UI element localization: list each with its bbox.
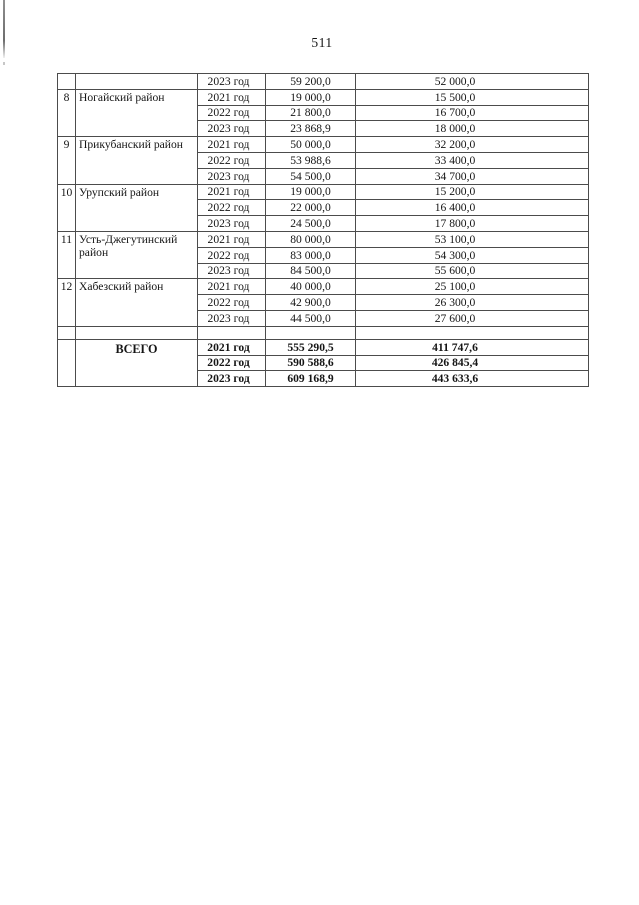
amount2-cell: 17 800,0 <box>356 216 589 232</box>
amount2-cell: 27 600,0 <box>356 310 589 326</box>
amount1-cell: 590 588,6 <box>266 355 356 371</box>
row-number: 8 <box>58 89 76 136</box>
amount2-cell: 18 000,0 <box>356 121 589 137</box>
district-name: Прикубанский район <box>76 137 198 184</box>
year-cell: 2021 год <box>198 339 266 355</box>
total-label: ВСЕГО <box>76 339 198 386</box>
district-funding-table <box>57 73 589 387</box>
amount1-cell: 609 168,9 <box>266 371 356 387</box>
amount2-cell: 16 700,0 <box>356 105 589 121</box>
year-cell: 2023 год <box>198 371 266 387</box>
amount1-cell: 19 000,0 <box>266 89 356 105</box>
amount1-cell: 40 000,0 <box>266 279 356 295</box>
amount2-cell: 54 300,0 <box>356 247 589 263</box>
year-cell: 2022 год <box>198 355 266 371</box>
year-cell: 2022 год <box>198 200 266 216</box>
amount2-cell: 52 000,0 <box>356 74 589 90</box>
amount1-cell: 555 290,5 <box>266 339 356 355</box>
empty-cell <box>58 339 76 386</box>
amount1-cell: 84 500,0 <box>266 263 356 279</box>
year-cell: 2023 год <box>198 216 266 232</box>
empty-cell <box>76 326 198 339</box>
amount2-cell: 411 747,6 <box>356 339 589 355</box>
amount2-cell: 25 100,0 <box>356 279 589 295</box>
year-cell: 2022 год <box>198 105 266 121</box>
row-number: 12 <box>58 279 76 326</box>
amount2-cell: 426 845,4 <box>356 355 589 371</box>
year-cell: 2023 год <box>198 168 266 184</box>
row-number: 9 <box>58 137 76 184</box>
amount2-cell: 33 400,0 <box>356 152 589 168</box>
district-row <box>58 184 589 200</box>
amount2-cell: 15 500,0 <box>356 89 589 105</box>
district-name: Урупский район <box>76 184 198 231</box>
year-cell: 2021 год <box>198 279 266 295</box>
empty-cell <box>58 326 76 339</box>
amount1-cell: 80 000,0 <box>266 231 356 247</box>
empty-cell <box>58 74 76 90</box>
amount1-cell: 24 500,0 <box>266 216 356 232</box>
spacer-row <box>58 326 589 339</box>
amount1-cell: 54 500,0 <box>266 168 356 184</box>
carryover-row <box>58 74 589 90</box>
row-number: 11 <box>58 231 76 278</box>
year-cell: 2021 год <box>198 231 266 247</box>
amount1-cell: 83 000,0 <box>266 247 356 263</box>
amount1-cell: 53 988,6 <box>266 152 356 168</box>
amount2-cell: 53 100,0 <box>356 231 589 247</box>
amount1-cell: 19 000,0 <box>266 184 356 200</box>
year-cell: 2022 год <box>198 295 266 311</box>
year-cell: 2023 год <box>198 74 266 90</box>
amount2-cell: 16 400,0 <box>356 200 589 216</box>
year-cell: 2021 год <box>198 137 266 153</box>
year-cell: 2023 год <box>198 310 266 326</box>
amount2-cell: 15 200,0 <box>356 184 589 200</box>
year-cell: 2023 год <box>198 263 266 279</box>
amount1-cell: 21 800,0 <box>266 105 356 121</box>
amount2-cell: 55 600,0 <box>356 263 589 279</box>
amount2-cell: 32 200,0 <box>356 137 589 153</box>
district-row <box>58 231 589 247</box>
district-row <box>58 279 589 295</box>
year-cell: 2021 год <box>198 184 266 200</box>
year-cell: 2023 год <box>198 121 266 137</box>
amount1-cell: 59 200,0 <box>266 74 356 90</box>
district-row <box>58 137 589 153</box>
district-name: Усть-Джегутинский район <box>76 231 198 278</box>
year-cell: 2021 год <box>198 89 266 105</box>
amount1-cell: 22 000,0 <box>266 200 356 216</box>
district-name: Ногайский район <box>76 89 198 136</box>
year-cell: 2022 год <box>198 152 266 168</box>
empty-cell <box>356 326 589 339</box>
amount2-cell: 443 633,6 <box>356 371 589 387</box>
amount1-cell: 50 000,0 <box>266 137 356 153</box>
empty-cell <box>266 326 356 339</box>
district-name: Хабезский район <box>76 279 198 326</box>
amount2-cell: 34 700,0 <box>356 168 589 184</box>
year-cell: 2022 год <box>198 247 266 263</box>
page-number: 511 <box>311 35 333 50</box>
amount2-cell: 26 300,0 <box>356 295 589 311</box>
amount1-cell: 44 500,0 <box>266 310 356 326</box>
row-number: 10 <box>58 184 76 231</box>
scan-artifact-dot <box>3 62 5 65</box>
district-row <box>58 89 589 105</box>
empty-cell <box>198 326 266 339</box>
amount1-cell: 23 868,9 <box>266 121 356 137</box>
empty-cell <box>76 74 198 90</box>
amount1-cell: 42 900,0 <box>266 295 356 311</box>
total-row <box>58 339 589 355</box>
